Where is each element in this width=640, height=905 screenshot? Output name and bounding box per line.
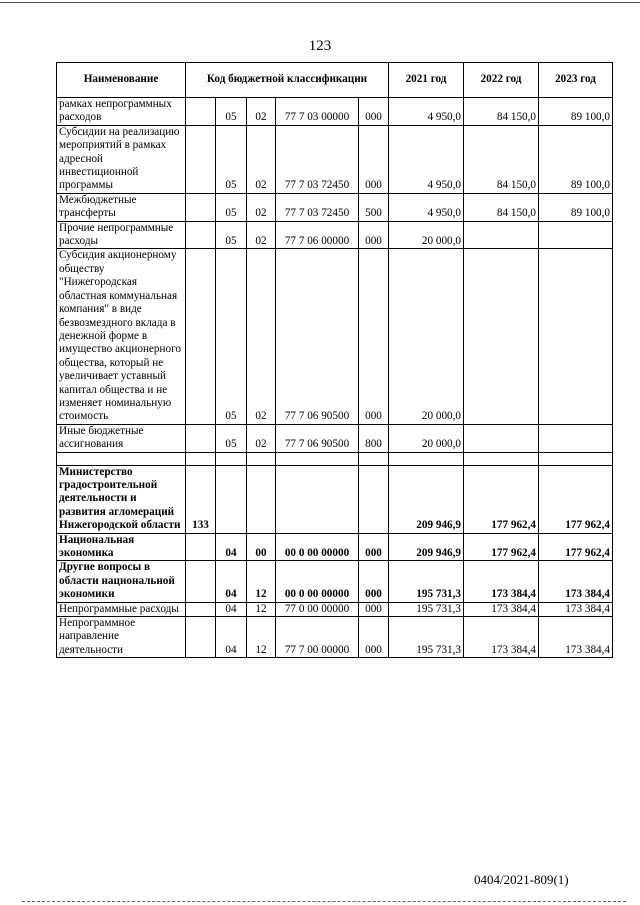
row-2021: 209 946,9	[389, 465, 464, 533]
row-type: 800	[359, 424, 389, 452]
row-subsection: 12	[247, 617, 276, 658]
spacer-cell	[216, 452, 247, 465]
header-2023: 2023 год	[539, 63, 613, 98]
header-2021: 2021 год	[389, 63, 464, 98]
row-2022: 173 384,4	[464, 617, 539, 658]
document-number: 0404/2021-809(1)	[474, 872, 569, 887]
row-type: 000	[359, 602, 389, 616]
page-number: 123	[308, 38, 332, 54]
header-name: Наименование	[57, 63, 186, 98]
row-name: Национальная экономика	[57, 533, 186, 561]
row-2023: 89 100,0	[539, 98, 613, 126]
row-2021: 20 000,0	[389, 249, 464, 424]
row-ministry	[186, 533, 216, 561]
row-2023: 177 962,4	[539, 465, 613, 533]
row-2023	[539, 221, 613, 249]
spacer-cell	[276, 452, 359, 465]
row-ministry	[186, 98, 216, 126]
row-2021: 4 950,0	[389, 98, 464, 126]
row-name: Непрограммное направление деятельности	[57, 617, 186, 658]
row-ministry	[186, 221, 216, 249]
row-subsection: 02	[247, 98, 276, 126]
row-type: 000	[359, 98, 389, 126]
row-type: 500	[359, 193, 389, 221]
row-type	[359, 465, 389, 533]
spacer-cell	[389, 452, 464, 465]
row-name: Непрограммные расходы	[57, 602, 186, 616]
row-article: 77 7 00 00000	[276, 617, 359, 658]
table-row	[57, 424, 613, 452]
row-ministry	[186, 249, 216, 424]
row-article: 00 0 00 00000	[276, 561, 359, 602]
row-section: 04	[216, 561, 247, 602]
row-article: 77 7 06 00000	[276, 221, 359, 249]
table-row	[57, 193, 613, 221]
row-subsection: 12	[247, 602, 276, 616]
row-2022	[464, 221, 539, 249]
row-2022: 173 384,4	[464, 561, 539, 602]
row-type: 000	[359, 221, 389, 249]
row-section: 05	[216, 193, 247, 221]
row-ministry	[186, 125, 216, 193]
row-2021: 195 731,3	[389, 617, 464, 658]
row-subsection: 12	[247, 561, 276, 602]
row-subsection: 02	[247, 249, 276, 424]
table-row	[57, 561, 613, 602]
spacer-row	[57, 452, 613, 465]
spacer-cell	[359, 452, 389, 465]
row-type: 000	[359, 125, 389, 193]
row-name: Межбюджетные трансферты	[57, 193, 186, 221]
header-2022: 2022 год	[464, 63, 539, 98]
row-2022: 177 962,4	[464, 465, 539, 533]
header-code: Код бюджетной классификации	[186, 63, 389, 98]
row-type: 000	[359, 561, 389, 602]
row-2021: 4 950,0	[389, 193, 464, 221]
spacer-cell	[186, 452, 216, 465]
row-subsection: 00	[247, 533, 276, 561]
row-2022	[464, 249, 539, 424]
row-2023: 173 384,4	[539, 602, 613, 616]
row-type: 000	[359, 249, 389, 424]
row-section: 05	[216, 125, 247, 193]
row-type: 000	[359, 533, 389, 561]
row-2021: 4 950,0	[389, 125, 464, 193]
row-2022: 173 384,4	[464, 602, 539, 616]
row-name: рамках непрограммных расходов	[57, 98, 186, 126]
row-section: 05	[216, 98, 247, 126]
row-section: 05	[216, 249, 247, 424]
table-row	[57, 465, 613, 533]
row-article: 77 7 03 72450	[276, 193, 359, 221]
row-name: Субсидия акционерному обществу "Нижегородская областная коммунальная компания" в виде безвозмездного вклада в денежной форме в имущество акционерного общества, который не увеличивает уставный капитал общества и не изменяет номинальную стоимость	[57, 249, 186, 424]
row-section: 04	[216, 533, 247, 561]
row-ministry	[186, 561, 216, 602]
row-article: 77 7 06 90500	[276, 249, 359, 424]
row-2023: 173 384,4	[539, 561, 613, 602]
row-subsection: 02	[247, 424, 276, 452]
row-2023: 89 100,0	[539, 125, 613, 193]
row-article	[276, 465, 359, 533]
table-row	[57, 125, 613, 193]
row-subsection: 02	[247, 193, 276, 221]
row-section	[216, 465, 247, 533]
row-subsection: 02	[247, 221, 276, 249]
row-article: 00 0 00 00000	[276, 533, 359, 561]
row-article: 77 0 00 00000	[276, 602, 359, 616]
row-article: 77 7 06 90500	[276, 424, 359, 452]
row-ministry	[186, 193, 216, 221]
row-2023	[539, 249, 613, 424]
row-2022: 84 150,0	[464, 98, 539, 126]
row-subsection	[247, 465, 276, 533]
spacer-cell	[539, 452, 613, 465]
row-article: 77 7 03 72450	[276, 125, 359, 193]
row-name: Министерство градостроительной деятельности и развития агломераций Нижегородской области	[57, 465, 186, 533]
budget-table	[56, 62, 613, 658]
row-2021: 195 731,3	[389, 561, 464, 602]
row-name: Другие вопросы в области национальной экономики	[57, 561, 186, 602]
row-2023	[539, 424, 613, 452]
row-subsection: 02	[247, 125, 276, 193]
row-2021: 20 000,0	[389, 424, 464, 452]
row-2021: 20 000,0	[389, 221, 464, 249]
row-name: Иные бюджетные ассигнования	[57, 424, 186, 452]
row-2022: 84 150,0	[464, 125, 539, 193]
row-ministry: 133	[186, 465, 216, 533]
row-2022: 84 150,0	[464, 193, 539, 221]
spacer-cell	[247, 452, 276, 465]
row-ministry	[186, 424, 216, 452]
row-section: 05	[216, 424, 247, 452]
row-2023: 177 962,4	[539, 533, 613, 561]
table-header-row	[57, 63, 613, 98]
row-section: 04	[216, 617, 247, 658]
table-row	[57, 98, 613, 126]
row-2023: 89 100,0	[539, 193, 613, 221]
row-name: Субсидии на реализацию мероприятий в рамках адресной инвестиционной программы	[57, 125, 186, 193]
row-section: 05	[216, 221, 247, 249]
row-2021: 195 731,3	[389, 602, 464, 616]
row-section: 04	[216, 602, 247, 616]
row-name: Прочие непрограммные расходы	[57, 221, 186, 249]
row-article: 77 7 03 00000	[276, 98, 359, 126]
row-ministry	[186, 602, 216, 616]
table-row	[57, 602, 613, 616]
bottom-rule	[22, 901, 626, 902]
row-2022	[464, 424, 539, 452]
spacer-cell	[464, 452, 539, 465]
row-2022: 177 962,4	[464, 533, 539, 561]
table-row	[57, 617, 613, 658]
spacer-cell	[57, 452, 186, 465]
table-row	[57, 533, 613, 561]
row-type: 000	[359, 617, 389, 658]
top-rule	[0, 2, 640, 3]
table-row	[57, 221, 613, 249]
row-ministry	[186, 617, 216, 658]
row-2021: 209 946,9	[389, 533, 464, 561]
table-row	[57, 249, 613, 424]
row-2023: 173 384,4	[539, 617, 613, 658]
